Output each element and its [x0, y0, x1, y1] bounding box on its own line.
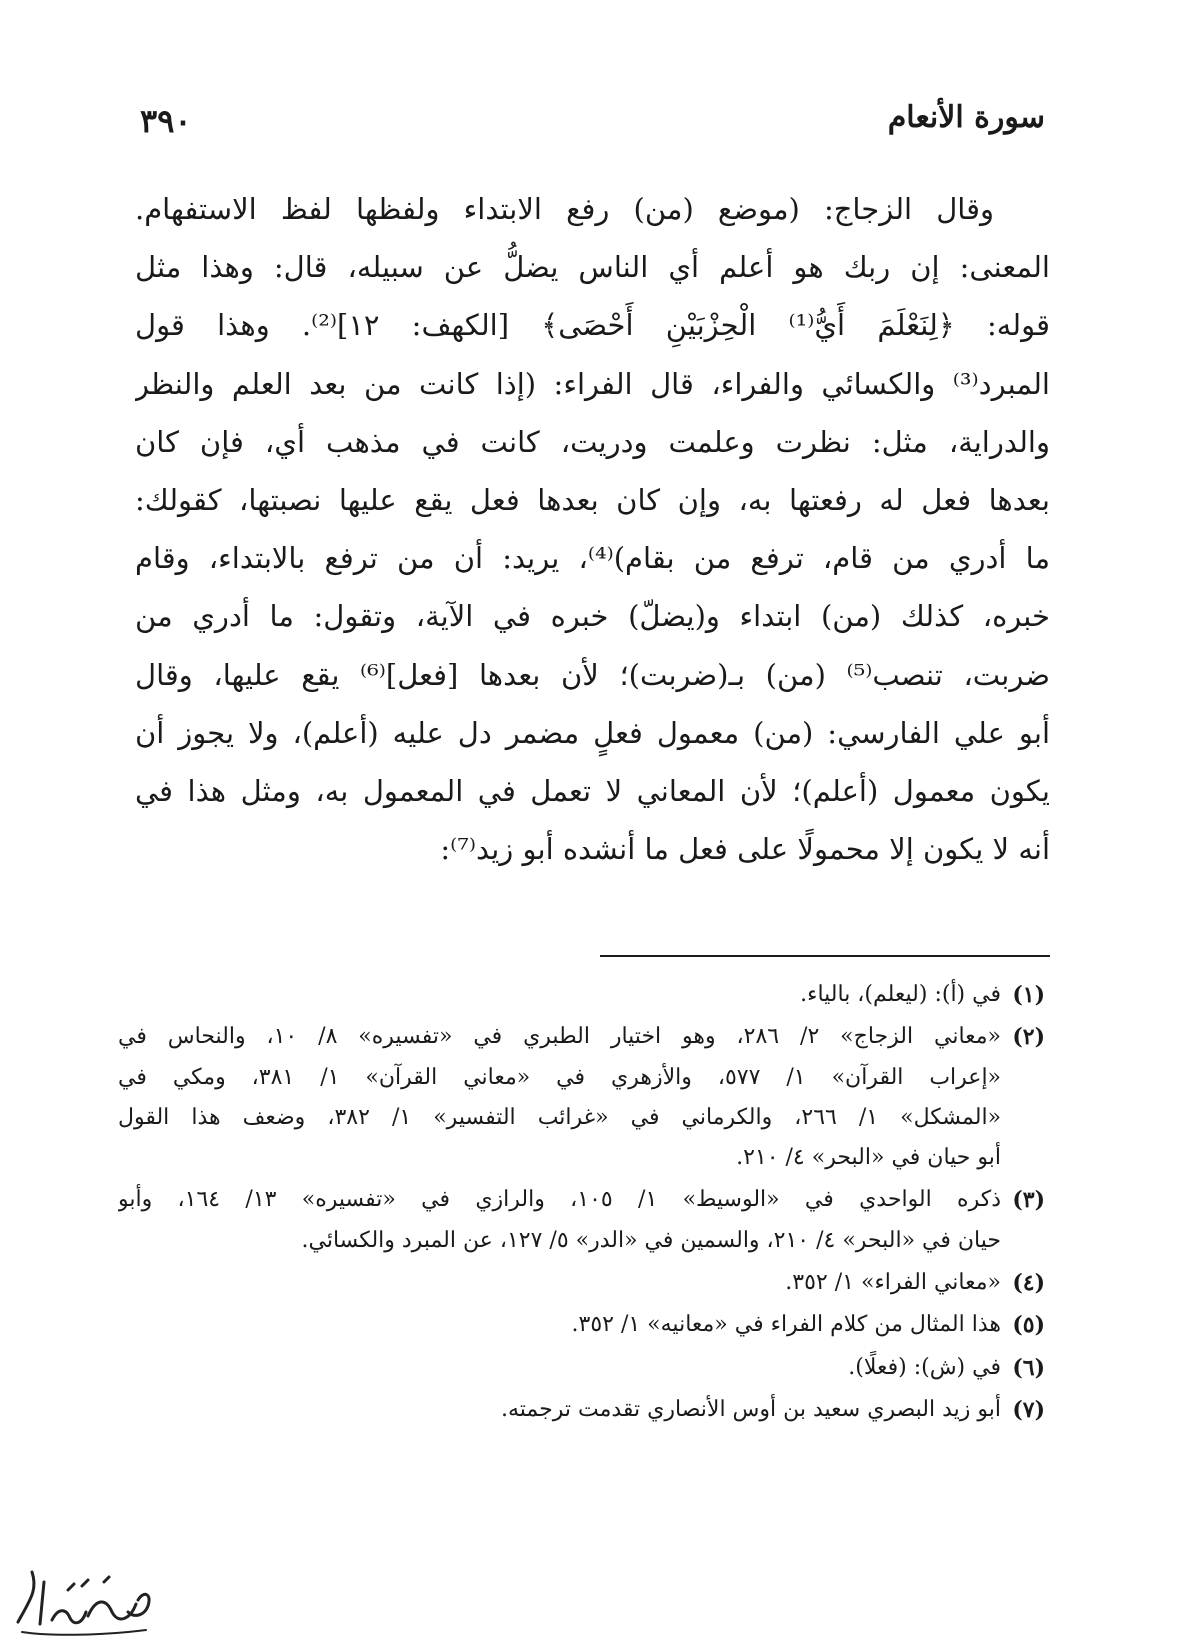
footnote-number: (٤) — [1012, 1270, 1045, 1297]
footnote-divider — [600, 955, 1050, 957]
page-number: ٣٩٠ — [140, 102, 192, 140]
footnote-line: «معاني الفراء» ١/ ٣٥٢. — [785, 1270, 1001, 1296]
footnote — [118, 1180, 1045, 1261]
text-line: المعنى: إن ربك هو أعلم أي الناس يضلُّ عن سبيله، قال: وهذا مثل — [135, 250, 1050, 285]
footnote — [118, 1017, 1045, 1178]
footnote-line: أبو زيد البصري سعيد بن أوس الأنصاري تقدمت ترجمته. — [500, 1396, 1001, 1422]
footnote-line: أبو حيان في «البحر» ٤/ ٢١٠. — [736, 1145, 1001, 1171]
footnote — [118, 975, 1045, 1015]
surah-title: سورة الأنعام — [887, 100, 1045, 135]
footnote — [118, 1390, 1045, 1430]
footnote — [118, 1305, 1045, 1345]
text-line: يكون معمول (أعلم)؛ لأن المعاني لا تعمل في المعمول به، ومثل هذا في — [135, 773, 1050, 808]
footnote-number: (٢) — [1012, 1024, 1045, 1051]
footnote — [118, 1348, 1045, 1388]
footnotes — [118, 975, 1045, 1432]
almoshahim-logo-icon — [8, 1560, 158, 1640]
text-line: قوله: ﴿لِنَعْلَمَ أَيُّ⁽¹⁾ الْحِزْبَيْنِ أَحْصَى﴾ [الكهف: ١٢]⁽²⁾. وهذا قول — [135, 308, 1050, 343]
main-text — [135, 180, 1050, 878]
page-header — [140, 96, 1045, 146]
footnote-number: (١) — [1012, 982, 1045, 1008]
text-line: المبرد⁽³⁾ والكسائي والفراء، قال الفراء: (إذا كانت من بعد العلم والنظر — [135, 366, 1050, 401]
footnote-line: «إعراب القرآن» ١/ ٥٧٧، والأزهري في «معاني القرآن» ١/ ٣٨١، ومكي في — [118, 1064, 1001, 1090]
text-line: وقال الزجاج: (موضع (من) رفع الابتداء ولفظها لفظ الاستفهام. — [135, 192, 994, 226]
footnote-number: (٦) — [1012, 1354, 1045, 1381]
footnote-line: «معاني الزجاج» ٢/ ٢٨٦، وهو اختيار الطبري في «تفسيره» ٨/ ١٠، والنحاس في — [118, 1024, 1001, 1050]
footnote-line: هذا المثال من كلام الفراء في «معانيه» ١/ ٣٥٢. — [571, 1312, 1001, 1338]
footnote-line: في (ش): (فعلًا). — [848, 1354, 1001, 1380]
text-line: بعدها فعل له رفعتها به، وإن كان بعدها فعل يقع عليها نصبتها، كقولك: — [135, 482, 1050, 517]
footnote-line: ذكره الواحدي في «الوسيط» ١/ ١٠٥، والرازي في «تفسيره» ١٣/ ١٦٤، وأبو — [118, 1187, 1001, 1213]
footnote — [118, 1263, 1045, 1303]
text-line: أبو علي الفارسي: (من) معمول فعلٍ مضمر دل عليه (أعلم)، ولا يجوز أن — [135, 715, 1050, 750]
text-line: ضربت، تنصب⁽⁵⁾ (من) بـ(ضربت)؛ لأن بعدها [فعل]⁽⁶⁾ يقع عليها، وقال — [135, 657, 1050, 692]
text-line: والدراية، مثل: نظرت وعلمت ودريت، كانت في مذهب أي، فإن كان — [135, 424, 1050, 459]
footnote-number: (٣) — [1012, 1187, 1045, 1214]
text-line: خبره، كذلك (من) ابتداء و(يضلّ) خبره في الآية، وتقول: ما أدري من — [135, 599, 1050, 634]
text-line: ما أدري من قام، ترفع من بقام)⁽⁴⁾، يريد: أن من ترفع بالابتداء، وقام — [135, 541, 1050, 576]
text-line: أنه لا يكون إلا محمولًا على فعل ما أنشده أبو زيد⁽⁷⁾: — [440, 832, 1050, 867]
footnote-line: حيان في «البحر» ٤/ ٢١٠، والسمين في «الدر» ٥/ ١٢٧، عن المبرد والكسائي. — [301, 1227, 1001, 1253]
footnote-line: «المشكل» ١/ ٢٦٦، والكرماني في «غرائب التفسير» ١/ ٣٨٢، وضعف هذا القول — [118, 1104, 1001, 1130]
footnote-line: في (أ): (ليعلم)، بالياء. — [800, 982, 1001, 1007]
footnote-number: (٥) — [1012, 1312, 1045, 1339]
footnote-number: (٧) — [1012, 1396, 1045, 1423]
